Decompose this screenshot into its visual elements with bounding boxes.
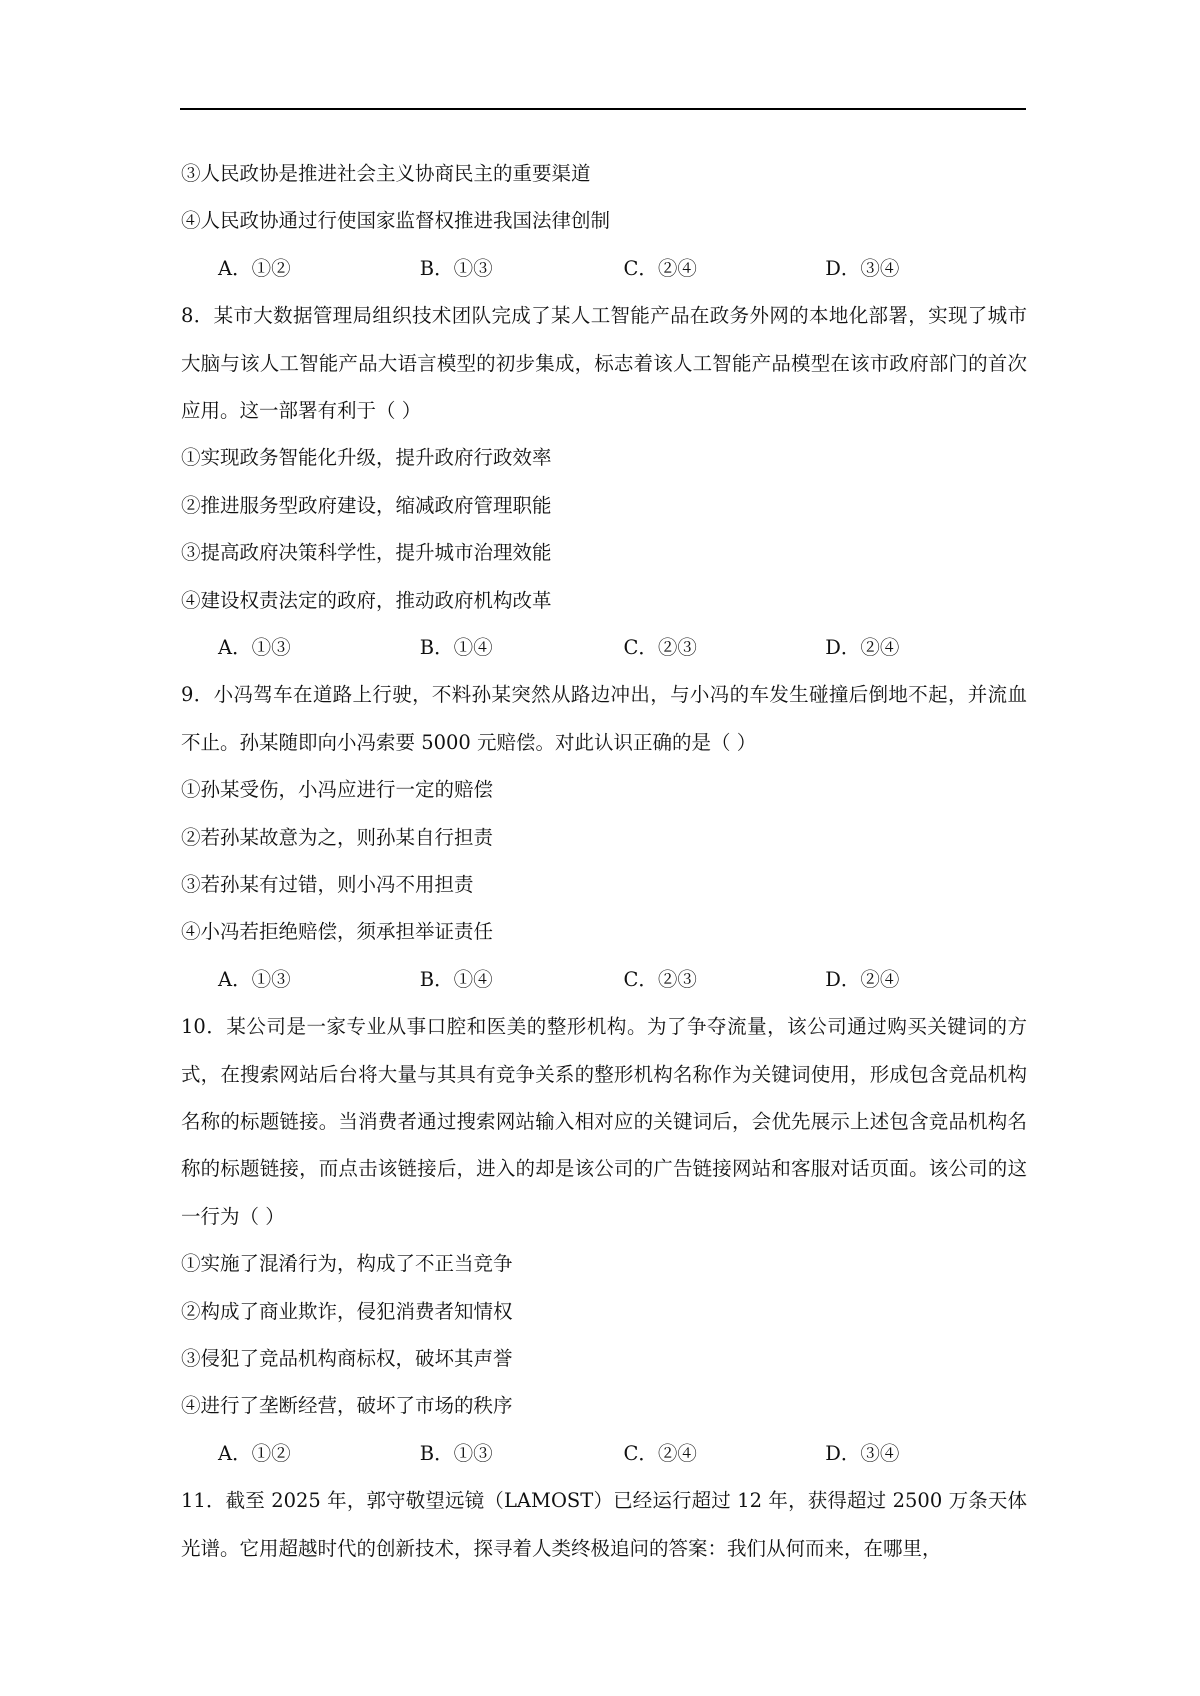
q10-option-a: A．①②: [218, 1441, 291, 1465]
q7-item-3: ③人民政协是推进社会主义协商民主的重要渠道: [181, 162, 591, 185]
q9-stem: 9．小冯驾车在道路上行驶，不料孙某突然从路边冲出，与小冯的车发生碰撞后倒地不起，并流血不止。孙某随即向小冯索要 5000 元赔偿。对此认识正确的是（ ）: [181, 683, 1027, 754]
q9-option-d: D．②④: [825, 967, 900, 991]
q7-item-4: ④人民政协通过行使国家监督权推进我国法律创制: [181, 209, 611, 233]
q8-option-d: D．②④: [825, 635, 900, 659]
q10-item-4: ④进行了垄断经营，破坏了市场的秩序: [181, 1394, 513, 1418]
q9-item-3: ③若孙某有过错，则小冯不用担责: [181, 872, 474, 896]
q8-option-b: B．①④: [419, 635, 493, 659]
question-content: [181, 150, 1027, 1572]
q10-item-2: ②构成了商业欺诈，侵犯消费者知情权: [181, 1299, 513, 1323]
q8-options: [181, 624, 1027, 671]
q10-options: [181, 1430, 1027, 1477]
q8-item-4: ④建设权责法定的政府，推动政府机构改革: [181, 588, 552, 612]
q10-item-1: ①实施了混淆行为，构成了不正当竞争: [181, 1252, 513, 1276]
q8-stem: 8．某市大数据管理局组织技术团队完成了某人工智能产品在政务外网的本地化部署，实现了城市大脑与该人工智能产品大语言模型的初步集成，标志着该人工智能产品模型在该市政府部门的首次应用。这一部署有利于（ ）: [181, 304, 1027, 422]
q7-option-a: A．①②: [218, 256, 291, 280]
q10-option-c: C．②④: [623, 1441, 697, 1465]
q10-item-3: ③侵犯了竞品机构商标权，破坏其声誉: [181, 1346, 513, 1370]
q9-option-a: A．①③: [218, 967, 291, 991]
q8-item-2: ②推进服务型政府建设，缩减政府管理职能: [181, 493, 552, 517]
q8-option-c: C．②③: [623, 635, 697, 659]
q9-options: [181, 956, 1027, 1003]
q11-stem: 11．截至 2025 年，郭守敬望远镜（LAMOST）已经运行超过 12 年，获得超过 2500 万条天体光谱。它用超越时代的创新技术，探寻着人类终极追问的答案：我们从何而来，在哪里，: [181, 1489, 1027, 1560]
q10-option-d: D．③④: [825, 1441, 900, 1465]
q9-item-2: ②若孙某故意为之，则孙某自行担责: [181, 825, 494, 849]
q9-option-b: B．①④: [419, 967, 493, 991]
q9-item-4: ④小冯若拒绝赔偿，须承担举证责任: [181, 920, 494, 944]
q8-option-a: A．①③: [218, 635, 291, 659]
q9-item-1: ①孙某受伤，小冯应进行一定的赔偿: [181, 778, 494, 802]
q7-options: [181, 245, 1027, 292]
q10-option-b: B．①③: [419, 1441, 493, 1465]
q9-option-c: C．②③: [623, 967, 697, 991]
q10-stem: 10．某公司是一家专业从事口腔和医美的整形机构。为了争夺流量，该公司通过购买关键词的方式，在搜索网站后台将大量与其具有竞争关系的整形机构名称作为关键词使用，形成包含竞品机构名称的标题链接。当消费者通过搜索网站输入相对应的关键词后，会优先展示上述包含竞品机构名称的标题链接，而点击该链接后，进入的却是该公司的广告链接网站和客服对话页面。该公司的这一行为（ ）: [181, 1015, 1027, 1228]
header-rule: [180, 108, 1026, 110]
q7-option-d: D．③④: [825, 256, 900, 280]
q8-item-3: ③提高政府决策科学性，提升城市治理效能: [181, 541, 552, 565]
q7-option-c: C．②④: [623, 256, 697, 280]
q8-item-1: ①实现政务智能化升级，提升政府行政效率: [181, 446, 552, 470]
q7-option-b: B．①③: [419, 256, 493, 280]
